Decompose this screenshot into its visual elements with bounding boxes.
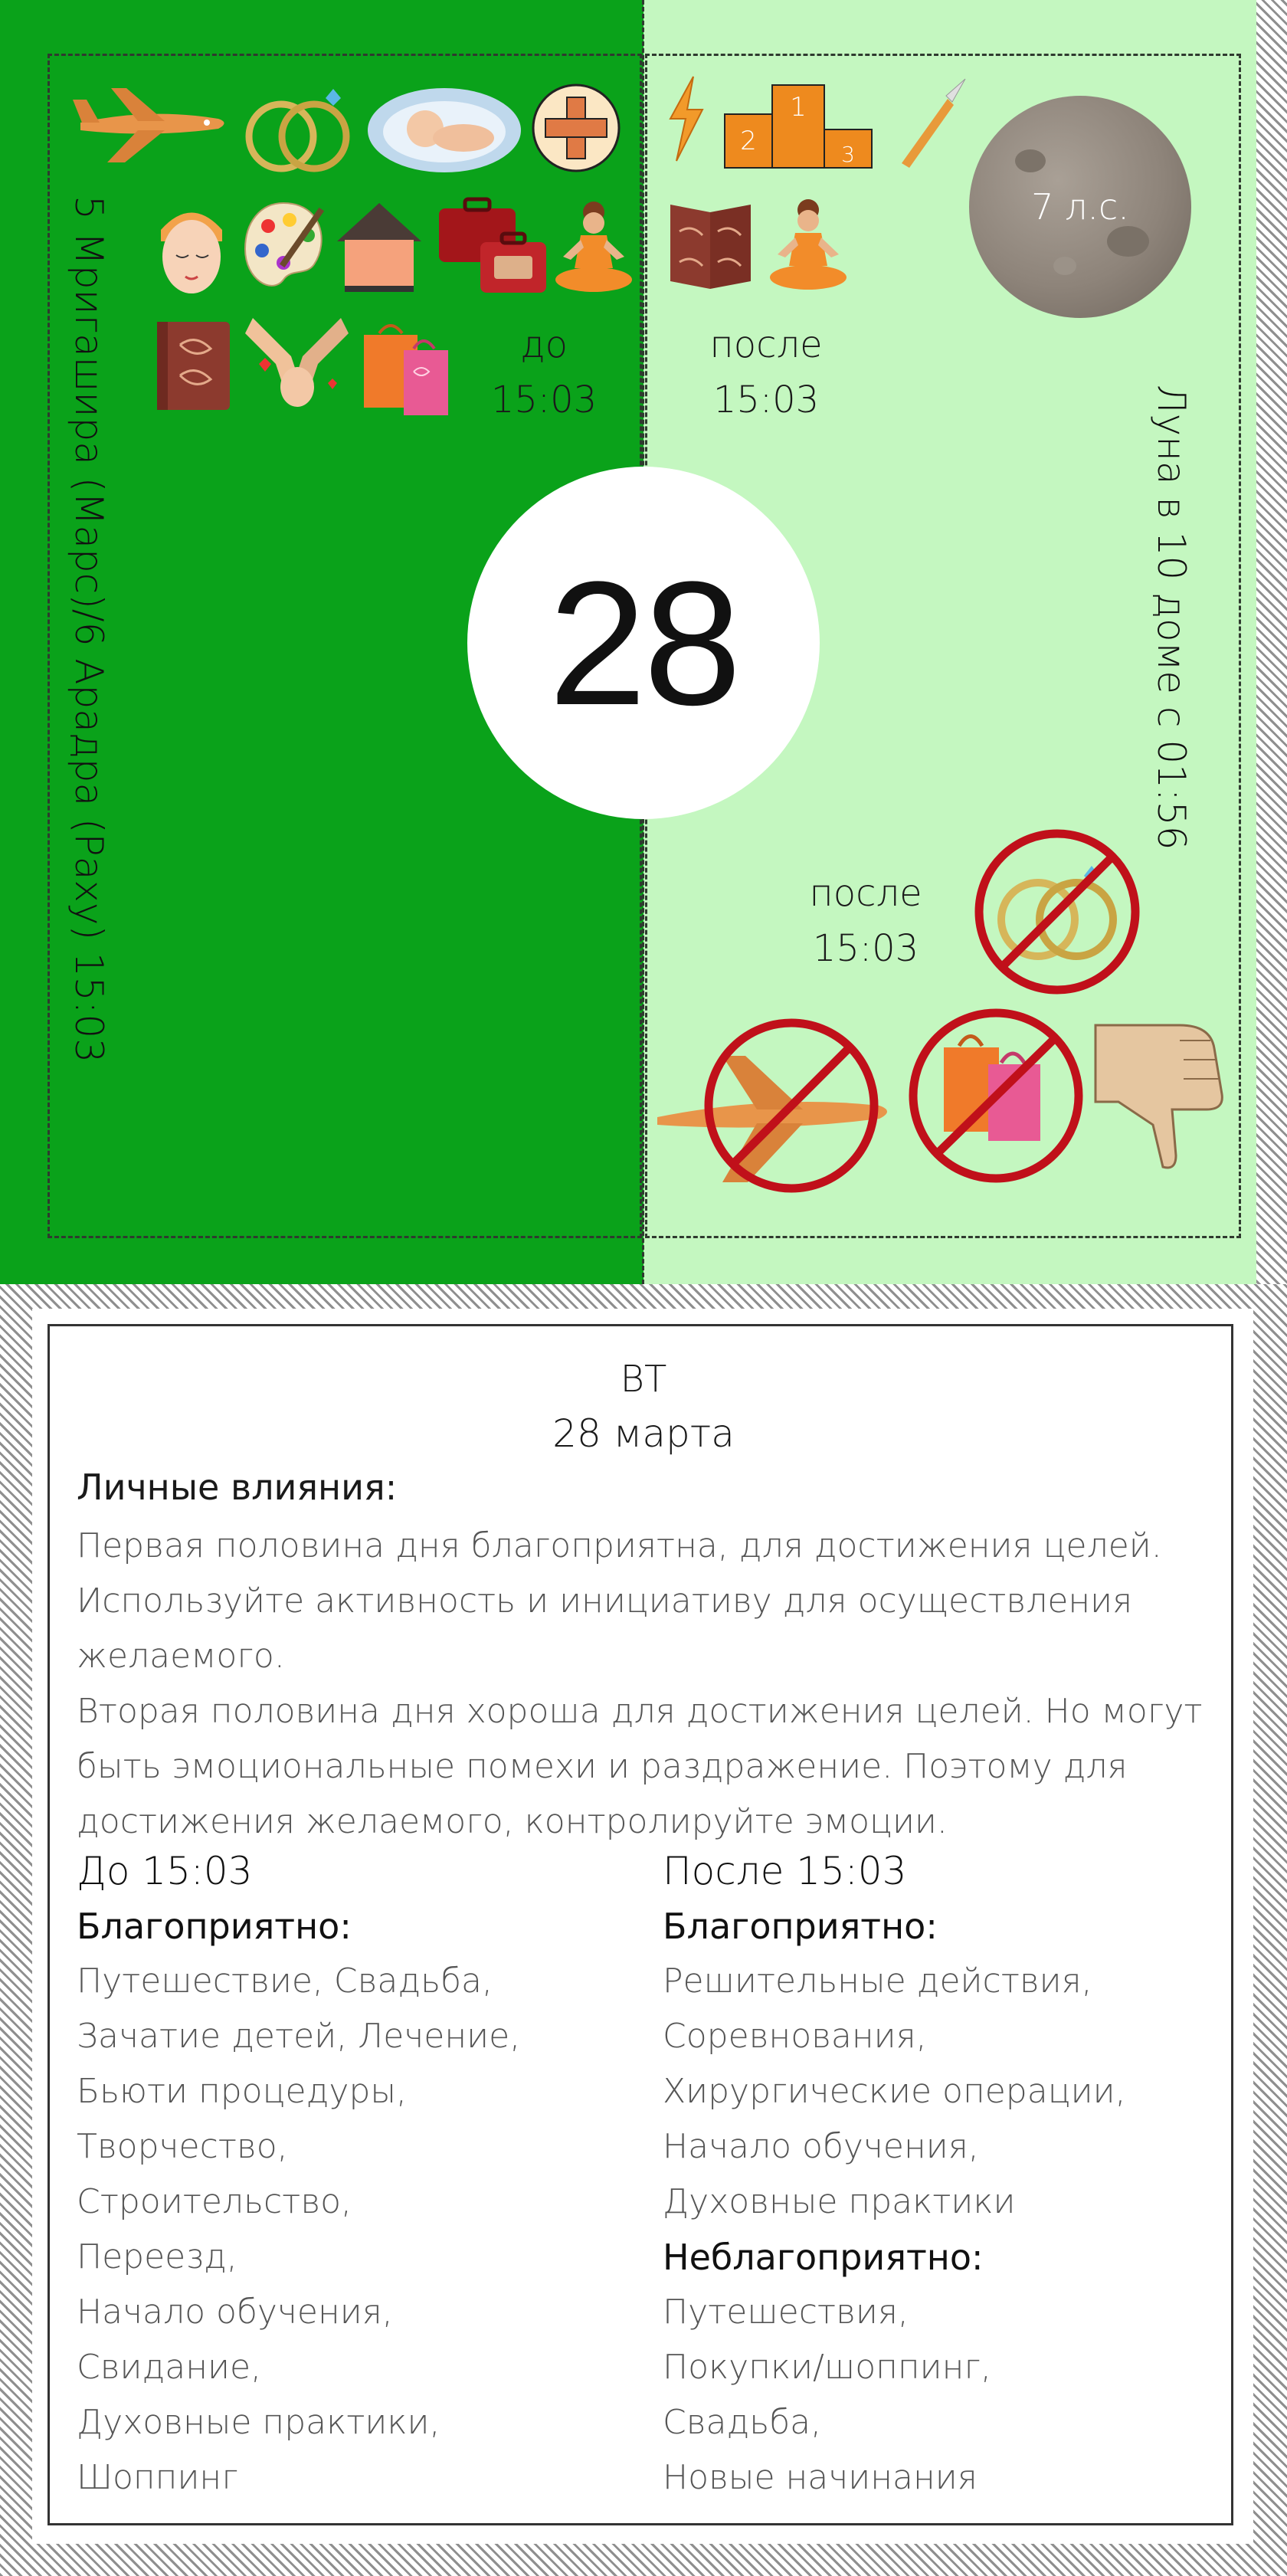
lightning-icon bbox=[663, 73, 709, 165]
list-item: Свидание, bbox=[77, 2348, 262, 2387]
list-item: Шоппинг bbox=[77, 2458, 238, 2497]
wedding-rings-icon bbox=[234, 84, 364, 176]
day-number: 28 bbox=[549, 544, 738, 742]
baby-icon bbox=[364, 77, 525, 176]
before-favorable-heading: Благоприятно: bbox=[77, 1906, 352, 1947]
before-favorable-list bbox=[77, 1954, 628, 2506]
after-unfavorable-list bbox=[663, 2285, 1214, 2506]
list-item: Свадьба, bbox=[663, 2403, 822, 2442]
face-beauty-icon bbox=[146, 195, 237, 303]
meditation-icon bbox=[766, 193, 850, 297]
list-item: Путешествие, Свадьба, bbox=[77, 1961, 493, 2001]
podium-third: 3 bbox=[824, 129, 873, 169]
meditation-icon bbox=[552, 195, 636, 299]
medical-cross-icon bbox=[529, 80, 624, 176]
after-column bbox=[663, 1844, 1214, 2506]
list-item: Новые начинания bbox=[663, 2458, 978, 2497]
no-wedding-rings-icon bbox=[969, 824, 1145, 1000]
after-time-label-bottom: после 15:03 bbox=[809, 872, 922, 970]
list-item: Хирургические операции, bbox=[663, 2072, 1126, 2111]
list-item: Строительство, bbox=[77, 2182, 352, 2221]
card-date: 28 марта bbox=[552, 1411, 735, 1456]
day-circle bbox=[467, 467, 820, 819]
moon-label: 7 л.с. bbox=[1031, 186, 1129, 228]
list-item: Переезд, bbox=[77, 2237, 237, 2276]
personal-text: Первая половина дня благоприятна, для достижения целей. Используйте активность и инициативу для осуществления желаемого. Вторая половина дня хороша для достижения целей. Но могут быть эмоциональные помехи и раздражение. Поэтому для достижения желаемого, контролируйте эмоции. bbox=[77, 1526, 1203, 1841]
list-item: Начало обучения, bbox=[663, 2127, 979, 2166]
before-title: До 15:03 bbox=[77, 1849, 253, 1893]
list-item: Начало обучения, bbox=[77, 2293, 393, 2332]
list-item: Путешествия, bbox=[663, 2293, 909, 2332]
scalpel-icon bbox=[892, 73, 977, 172]
list-item: Творчество, bbox=[77, 2127, 288, 2166]
list-item: Покупки/шоппинг, bbox=[663, 2348, 991, 2387]
list-item: Бьюти процедуры, bbox=[77, 2072, 408, 2111]
personal-heading: Личные влияния: bbox=[77, 1467, 398, 1508]
book-icon bbox=[149, 314, 237, 418]
left-vertical-text: 5 Мригашира (Марс)/6 Арадра (Раху) 15:03 bbox=[67, 195, 111, 1064]
card-weekday: ВТ bbox=[620, 1358, 667, 1401]
calendar-section bbox=[0, 0, 1287, 1284]
holding-hands-icon bbox=[245, 310, 349, 418]
house-icon bbox=[329, 195, 429, 299]
moon-icon bbox=[969, 96, 1191, 318]
list-item: Решительные действия, bbox=[663, 1961, 1092, 2001]
airplane-icon bbox=[65, 77, 234, 169]
no-shopping-icon bbox=[905, 1000, 1089, 1191]
podium-first: 1 bbox=[771, 84, 825, 169]
podium-icon bbox=[724, 84, 877, 169]
shopping-bags-icon bbox=[356, 318, 456, 421]
right-vertical-text: Луна в 10 доме с 01:56 bbox=[1149, 385, 1194, 850]
info-section bbox=[0, 1284, 1287, 2576]
after-favorable-heading: Благоприятно: bbox=[663, 1906, 938, 1947]
after-favorable-list bbox=[663, 1954, 1214, 2230]
list-item: Соревнования, bbox=[663, 2017, 927, 2056]
after-title: После 15:03 bbox=[663, 1849, 907, 1893]
list-item: Зачатие детей, Лечение, bbox=[77, 2017, 521, 2056]
before-column bbox=[77, 1844, 628, 2506]
paint-palette-icon bbox=[237, 195, 333, 299]
list-item: Духовные практики, bbox=[77, 2403, 440, 2442]
after-time-label-top: после 15:03 bbox=[709, 323, 823, 421]
before-time-label: до 15:03 bbox=[490, 323, 598, 421]
suitcases-icon bbox=[433, 192, 552, 299]
after-unfavorable-heading: Неблагоприятно: bbox=[663, 2237, 984, 2278]
podium-second: 2 bbox=[724, 113, 773, 169]
no-airplane-icon bbox=[650, 1010, 902, 1201]
thumbs-down-icon bbox=[1080, 1010, 1230, 1178]
list-item: Духовные практики bbox=[663, 2182, 1016, 2221]
book-icon bbox=[663, 193, 758, 297]
